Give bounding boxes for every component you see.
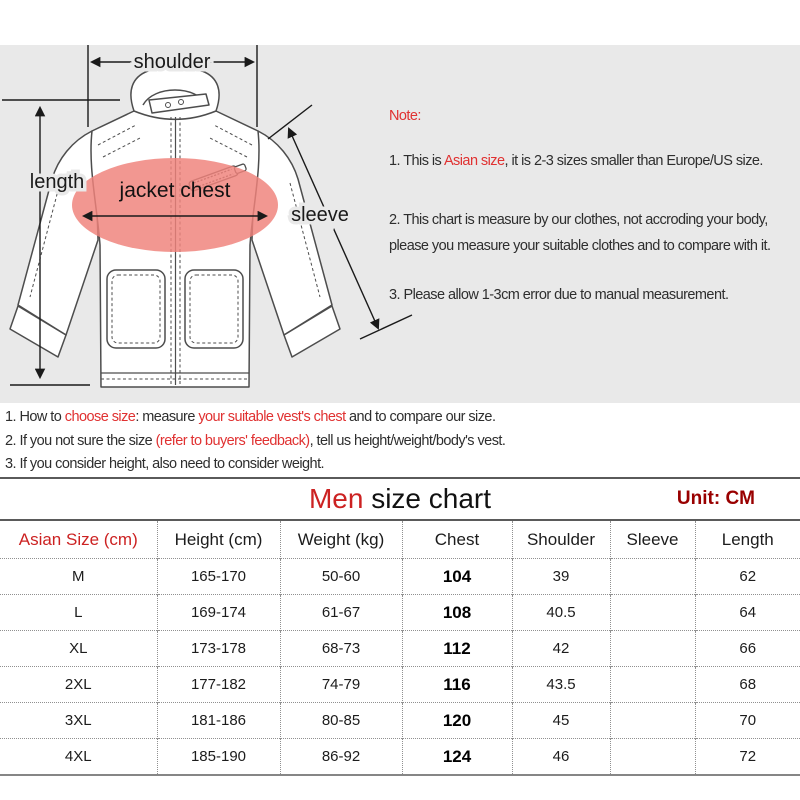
tip-text: , tell us height/weight/body's vest. xyxy=(309,432,506,449)
cell-shoulder: 40.5 xyxy=(512,595,610,631)
left-sleeve xyxy=(18,131,98,335)
column-header: Chest xyxy=(402,520,512,559)
jacket-diagram xyxy=(0,45,430,403)
cell-chest: 108 xyxy=(402,595,512,631)
cell-weight: 68-73 xyxy=(280,631,402,667)
note-highlight: Asian size xyxy=(443,153,505,169)
cell-chest: 120 xyxy=(402,703,512,739)
cell-sleeve xyxy=(610,559,695,595)
cell-size: M xyxy=(0,559,157,595)
cell-weight: 50-60 xyxy=(280,559,402,595)
collar xyxy=(131,66,219,120)
cell-length: 72 xyxy=(695,739,800,776)
column-header: Shoulder xyxy=(512,520,610,559)
left-pocket xyxy=(107,270,165,348)
cell-sleeve xyxy=(610,703,695,739)
cell-sleeve xyxy=(610,667,695,703)
sizing-tips xyxy=(5,406,505,477)
cell-length: 64 xyxy=(695,595,800,631)
cell-length: 66 xyxy=(695,631,800,667)
column-header: Asian Size (cm) xyxy=(18,529,138,549)
cell-sleeve xyxy=(610,631,695,667)
column-header: Height (cm) xyxy=(157,520,280,559)
note-heading: Note: xyxy=(389,108,421,124)
tip-text: and to compare our size. xyxy=(345,409,496,425)
cell-weight: 61-67 xyxy=(280,595,402,631)
size-chart-title xyxy=(309,483,491,514)
size-chart-title-row xyxy=(0,477,800,519)
note-text: 1. This is xyxy=(389,153,444,169)
cell-shoulder: 39 xyxy=(512,559,610,595)
tip-highlight: your suitable vest's chest xyxy=(198,409,346,425)
size-chart-section xyxy=(0,477,800,776)
cell-size: L xyxy=(0,595,157,631)
table-row xyxy=(0,703,800,739)
tip-highlight: choose size xyxy=(64,409,136,425)
column-header: Sleeve xyxy=(610,520,695,559)
cell-chest: 104 xyxy=(402,559,512,595)
note-item-1 xyxy=(389,152,771,171)
tip-text: 1. How to xyxy=(5,409,65,425)
cell-height: 185-190 xyxy=(157,739,280,776)
note-text: , it is 2-3 sizes smaller than Europe/US size. xyxy=(504,153,763,169)
sleeve-guide-bottom xyxy=(360,315,412,339)
cell-shoulder: 42 xyxy=(512,631,610,667)
cell-shoulder: 43.5 xyxy=(512,667,610,703)
cell-sleeve xyxy=(610,595,695,631)
right-pocket xyxy=(185,270,243,348)
note-block xyxy=(389,107,771,305)
note-item-3: 3. Please allow 1-3cm error due to manual measurement. xyxy=(389,287,729,303)
table-row xyxy=(0,739,800,776)
tip-text: 2. If you not sure the size xyxy=(5,432,156,449)
cell-weight: 74-79 xyxy=(280,667,402,703)
cell-height: 177-182 xyxy=(157,667,280,703)
cell-weight: 80-85 xyxy=(280,703,402,739)
tip-line-2 xyxy=(5,430,505,454)
jacket-chest-label: jacket chest xyxy=(119,179,231,202)
cell-height: 181-186 xyxy=(157,703,280,739)
cell-chest: 112 xyxy=(402,631,512,667)
note-text: 2. This chart is measure by our clothes, not accroding your body, xyxy=(389,212,768,228)
right-sleeve xyxy=(252,131,332,335)
cell-size: 3XL xyxy=(0,703,157,739)
sleeve-label: sleeve xyxy=(291,204,349,226)
table-row xyxy=(0,631,800,667)
size-table xyxy=(0,519,800,776)
note-item-2 xyxy=(389,207,771,259)
title-men: Men xyxy=(308,483,364,514)
cell-size: 4XL xyxy=(0,739,157,776)
unit-label: Unit: CM xyxy=(676,488,755,509)
cell-size: XL xyxy=(0,631,157,667)
table-row xyxy=(0,559,800,595)
cell-sleeve xyxy=(610,739,695,776)
tip-line-3: 3. If you consider height, also need to consider weight. xyxy=(5,456,325,472)
shoulder-label: shoulder xyxy=(133,51,211,73)
length-label: length xyxy=(29,171,85,193)
sleeve-guide-top xyxy=(268,105,312,139)
table-row xyxy=(0,667,800,703)
column-header: Length xyxy=(695,520,800,559)
size-table-body xyxy=(0,559,800,776)
cell-size: 2XL xyxy=(0,667,157,703)
cell-weight: 86-92 xyxy=(280,739,402,776)
collar-snap xyxy=(179,100,184,105)
size-table-header-row xyxy=(0,520,800,559)
cell-shoulder: 46 xyxy=(512,739,610,776)
tip-text: : measure xyxy=(135,409,199,425)
measurement-diagram-panel xyxy=(0,45,800,403)
cell-chest: 116 xyxy=(402,667,512,703)
note-text: please you measure your suitable clothes and to compare with it. xyxy=(389,238,771,254)
cell-chest: 124 xyxy=(402,739,512,776)
table-row xyxy=(0,595,800,631)
chest-highlight-ellipse xyxy=(72,158,278,252)
cell-height: 165-170 xyxy=(157,559,280,595)
cell-length: 68 xyxy=(695,667,800,703)
cell-height: 169-174 xyxy=(157,595,280,631)
collar-snap xyxy=(166,103,171,108)
cell-length: 62 xyxy=(695,559,800,595)
title-rest: size chart xyxy=(363,483,492,514)
column-header: Weight (kg) xyxy=(280,520,402,559)
cell-length: 70 xyxy=(695,703,800,739)
cell-height: 173-178 xyxy=(157,631,280,667)
cell-shoulder: 45 xyxy=(512,703,610,739)
tip-line-1 xyxy=(5,406,505,430)
tip-highlight: (refer to buyers' feedback) xyxy=(155,432,310,449)
